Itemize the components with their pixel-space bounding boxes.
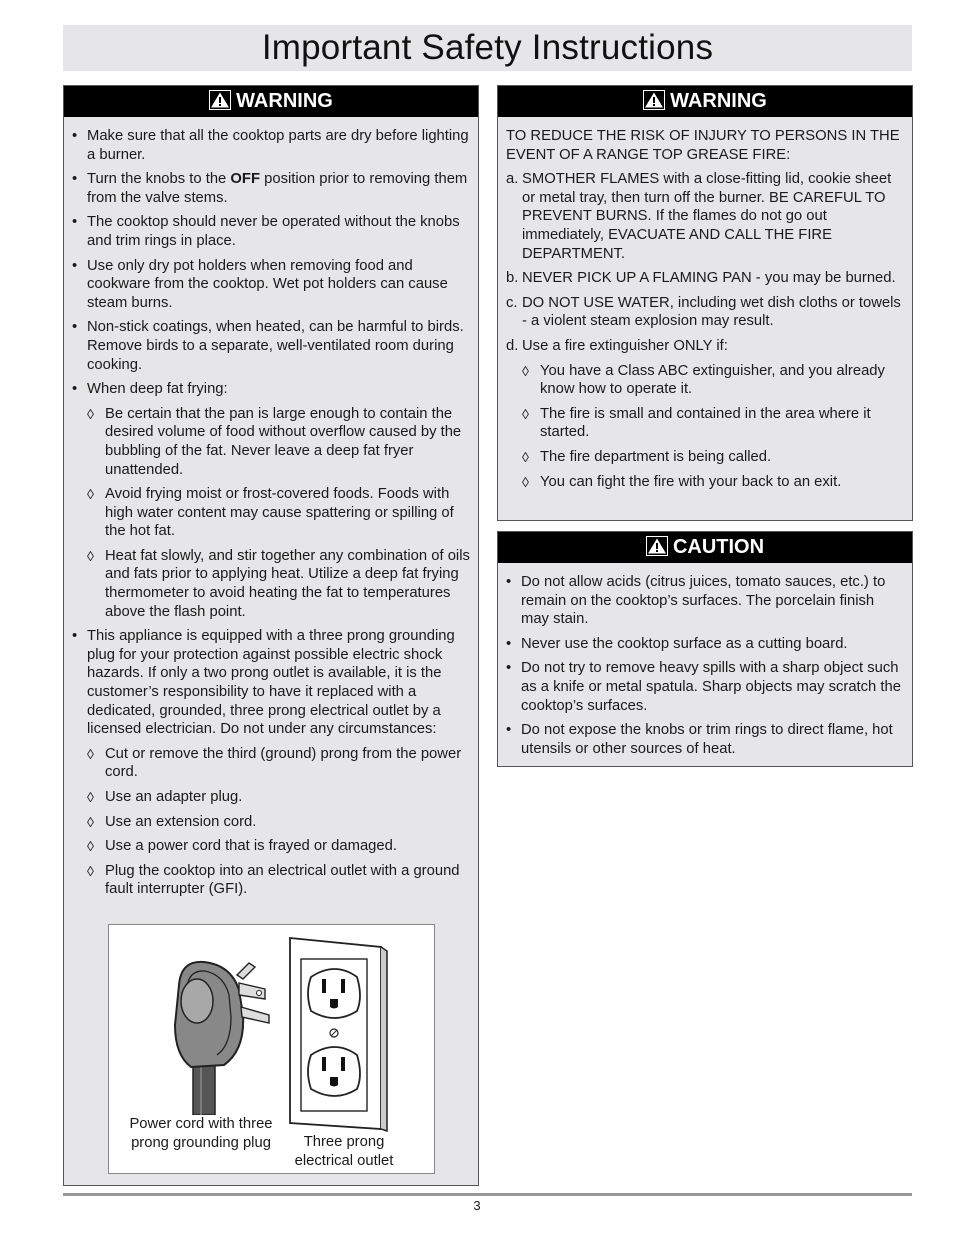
plug-outlet-figure <box>108 924 435 1174</box>
warning-triangle-icon <box>646 536 668 556</box>
caution-list <box>506 573 904 758</box>
title-bar <box>63 25 912 71</box>
three-prong-outlet-illustration <box>289 937 389 1132</box>
left-warning-header <box>64 86 478 117</box>
sub-list-item: ◊ Be certain that the pan is large enough to contain the desired volume of food without overflow caused by the bubbling of the fat. Never leave a deep fat fryer unattended. <box>87 405 470 479</box>
list-item: • Use only dry pot holders when removing food and cookware from the cooktop. Wet pot holders can cause steam burns. <box>72 257 470 313</box>
left-warning-title: WARNING <box>236 90 333 112</box>
step-item: d. Use a fire extinguisher ONLY if: ◊ You have a Class ABC extinguisher, and you already know how to operate it. ◊ The fire is small and contained in the area where it started. ◊ The fire department is being called. ◊ You can fight the fire with your back to an exit. <box>506 337 904 491</box>
sub-list-item: ◊ Heat fat slowly, and stir together any combination of oils and fats prior to applying heat. Utilize a deep fat frying thermometer to avoid heating the fat to temperatures above the flash point. <box>87 547 470 621</box>
extinguisher-conditions <box>522 362 904 492</box>
sub-list-item: ◊ Avoid frying moist or frost-covered foods. Foods with high water content may cause spattering or spilling of the hot fat. <box>87 485 470 541</box>
right-warning-header <box>498 86 912 117</box>
sub-list-item: ◊ The fire department is being called. <box>522 448 904 467</box>
list-item: • Never use the cooktop surface as a cutting board. <box>506 635 904 654</box>
step-item: a. SMOTHER FLAMES with a close-fitting lid, cookie sheet or metal tray, then turn off the burner. BE CAREFUL TO PREVENT BURNS. If the flames do not go out immediately, EVACUATE AND CALL THE FIRE DEPARTMENT. <box>506 171 892 262</box>
outlet-caption: Three prong electrical outlet <box>294 1134 394 1169</box>
list-item: • When deep fat frying: ◊ Be certain that the pan is large enough to contain the desired volume of food without overflow caused by the bubbling of the fat. Never leave a deep fat fryer unattended. ◊ Avoid frying moist or frost-covered foods. Foods with high water content may cause spattering or spilling of the hot fat. ◊ Heat fat slowly, and stir together any combination of oils and fats prior to applying heat. Utilize a deep fat frying thermometer to avoid heating the fat to temperatures above the flash point. <box>72 380 470 621</box>
footer-rule <box>63 1193 912 1196</box>
page-title: Important Safety Instructions <box>261 28 714 67</box>
warning-triangle-icon <box>643 90 665 110</box>
grease-fire-steps <box>506 170 904 491</box>
list-item: • The cooktop should never be operated without the knobs and trim rings in place. <box>72 213 470 250</box>
grease-fire-intro: TO REDUCE THE RISK OF INJURY TO PERSONS IN THE EVENT OF A RANGE TOP GREASE FIRE: <box>506 128 900 163</box>
right-warning-box <box>497 85 913 521</box>
caution-body <box>498 563 912 758</box>
sub-list-item: ◊ The fire is small and contained in the area where it started. <box>522 405 904 442</box>
sub-list-item: ◊ Use an extension cord. <box>87 813 470 832</box>
plug-caption: Power cord with three prong grounding plug <box>129 1116 273 1151</box>
caution-header <box>498 532 912 563</box>
sub-list-item: ◊ Use a power cord that is frayed or damaged. <box>87 837 470 856</box>
list-item: • Turn the knobs to the OFF position prior to removing them from the valve stems. <box>72 170 470 207</box>
caution-box <box>497 531 913 767</box>
list-item: • This appliance is equipped with a three prong grounding plug for your protection against possible electric shock hazards. If only a two prong outlet is available, it is the customer’s responsibility to have it replaced with a dedicated, grounded, three prong electrical outlet by a licensed electrician. Do not under any circumstances: ◊ Cut or remove the third (ground) prong from the power cord. ◊ Use an adapter plug. ◊ Use an extension cord. ◊ Use a power cord that is frayed or damaged. ◊ Plug the cooktop into an electrical outlet with a ground fault interrupter (GFI). <box>72 627 470 899</box>
warning-triangle-icon <box>209 90 231 110</box>
list-item: • Make sure that all the cooktop parts are dry before lighting a burner. <box>72 127 470 164</box>
left-warning-list <box>72 127 470 899</box>
frying-sublist <box>87 405 470 622</box>
sub-list-item: ◊ You can fight the fire with your back to an exit. <box>522 473 904 492</box>
sub-list-item: ◊ Plug the cooktop into an electrical outlet with a ground fault interrupter (GFI). <box>87 862 470 899</box>
list-item: • Do not expose the knobs or trim rings to direct flame, hot utensils or other sources of heat. <box>506 721 904 758</box>
list-item: • Non-stick coatings, when heated, can be harmful to birds. Remove birds to a separate, well-ventilated room during cooking. <box>72 318 470 374</box>
step-item: b. NEVER PICK UP A FLAMING PAN - you may be burned. <box>506 270 896 287</box>
caution-title: CAUTION <box>672 536 765 558</box>
right-warning-body <box>498 117 912 491</box>
list-item: • Do not allow acids (citrus juices, tomato sauces, etc.) to remain on the cooktop’s surfaces. The porcelain finish may stain. <box>506 573 904 629</box>
step-item: c. DO NOT USE WATER, including wet dish cloths or towels - a violent steam explosion may result. <box>506 294 901 330</box>
electrical-sublist <box>87 745 470 899</box>
right-warning-title: WARNING <box>670 90 767 112</box>
sub-list-item: ◊ Cut or remove the third (ground) prong from the power cord. <box>87 745 470 782</box>
grounding-plug-illustration <box>169 955 274 1115</box>
left-warning-body <box>64 117 478 899</box>
page-number: 3 <box>473 1198 481 1213</box>
sub-list-item: ◊ You have a Class ABC extinguisher, and you already know how to operate it. <box>522 362 904 399</box>
left-warning-box <box>63 85 479 1186</box>
sub-list-item: ◊ Use an adapter plug. <box>87 788 470 807</box>
off-emphasis: OFF <box>230 171 260 188</box>
list-item: • Do not try to remove heavy spills with a sharp object such as a knife or metal spatula. Sharp objects may scratch the cooktop’s surfaces. <box>506 659 904 715</box>
